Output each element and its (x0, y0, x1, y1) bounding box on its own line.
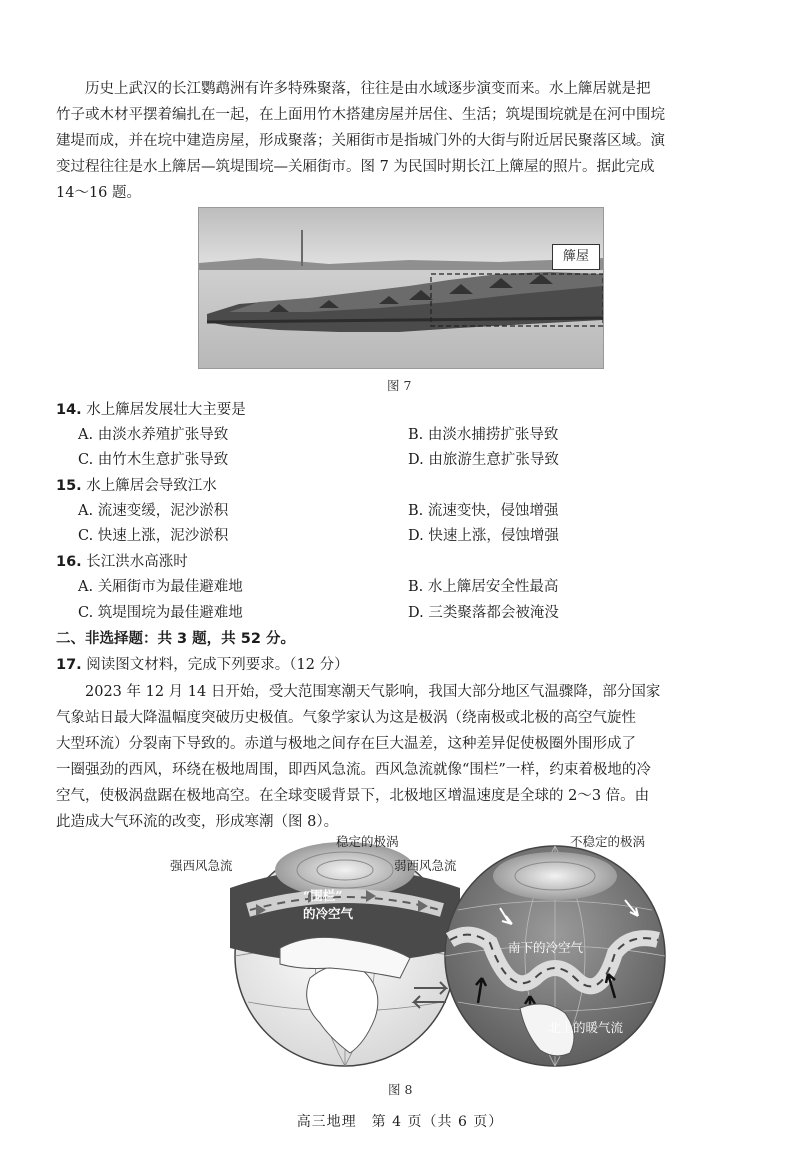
intro-line: 历史上武汉的长江鹦鹉洲有许多特殊聚落，往往是由水域逐步演变而来。水上簰居就是把 (85, 81, 651, 97)
intro-paragraph (56, 76, 756, 206)
question-17-stem (56, 653, 349, 677)
q17-material (56, 679, 756, 835)
intro-line: 建堤而成，并在垸中建造房屋，形成聚落；关厢街市是指城门外的大街与附近居民聚落区域。演 (56, 133, 665, 149)
option-d[interactable]: D. 由旅游生意扩张导致 (408, 452, 559, 468)
material-line: 2023 年 12 月 14 日开始，受大范围寒潮天气影响，我国大部分地区气温骤降，部分国家 (85, 684, 661, 700)
section-heading: 二、非选择题：共 3 题，共 52 分。 (56, 631, 295, 647)
intro-line: 竹子或木材平摆着编扎在一起，在上面用竹木搭建房屋并居住、生活；筑堤围垸就是在河中围垸 (56, 107, 665, 123)
question-number: 15. (56, 478, 82, 494)
question-text: 长江洪水高涨时 (86, 554, 188, 570)
question-number: 16. (56, 554, 82, 570)
option-b[interactable]: B. 流速变快，侵蚀增强 (408, 503, 559, 519)
raft-house-photo (198, 207, 604, 369)
cold-air-label: 的冷空气 (303, 906, 354, 921)
material-line: 大型环流）分裂南下导致的。赤道与极地之间存在巨大温差，这种差异促使极圈外围形成了 (56, 736, 636, 752)
option-a[interactable]: A. 流速变缓，泥沙淤积 (78, 503, 229, 519)
question-text: 水上簰居发展壮大主要是 (86, 402, 246, 418)
strong-jet-label: 强西风急流 (170, 858, 233, 873)
option-d[interactable]: D. 快速上涨，侵蚀增强 (408, 528, 559, 544)
question-text: 阅读图文材料，完成下列要求。（12 分） (86, 657, 349, 673)
question-number: 14. (56, 402, 82, 418)
question-number: 17. (56, 657, 82, 673)
question-text: 水上簰居会导致江水 (86, 478, 217, 494)
intro-line: 变过程往往是水上簰居—筑堤围垸—关厢街市。图 7 为民国时期长江上簰屋的照片。据此完成 (56, 159, 655, 175)
option-a[interactable]: A. 关厢街市为最佳避难地 (78, 579, 243, 595)
material-line: 气象站日最大降温幅度突破历史极值。气象学家认为这是极涡（绕南极或北极的高空气旋性 (56, 710, 636, 726)
question-16-stem (56, 550, 188, 574)
northward-warm-air-label: 北上的暖气流 (548, 1020, 624, 1035)
fence-label: “围栏” (303, 888, 343, 903)
question-15-stem (56, 474, 217, 498)
option-b[interactable]: B. 由淡水捕捞扩张导致 (408, 427, 559, 443)
figure7-caption: 图 7 (387, 378, 412, 393)
stable-vortex-label: 稳定的极涡 (336, 834, 399, 849)
material-line: 空气，使极涡盘踞在极地高空。在全球变暖背景下，北极地区增温速度是全球的 2～3 倍。由 (56, 788, 650, 804)
material-line: 一圈强劲的西风，环绕在极地周围，即西风急流。西风急流就像“围栏”一样，约束着极地的冷 (56, 762, 651, 778)
stable-vortex-globe (230, 842, 460, 1066)
figure8-caption: 图 8 (388, 1082, 413, 1097)
option-d[interactable]: D. 三类聚落都会被淹没 (408, 605, 559, 621)
weak-jet-label: 弱西风急流 (394, 858, 457, 873)
photo-drawing (199, 208, 603, 368)
raft-house-label: 簰屋 (552, 244, 600, 270)
option-b[interactable]: B. 水上簰居安全性最高 (408, 579, 559, 595)
option-c[interactable]: C. 快速上涨，泥沙淤积 (78, 528, 229, 544)
question-14-stem (56, 398, 246, 422)
option-c[interactable]: C. 由竹木生意扩张导致 (78, 452, 229, 468)
material-line: 此造成大气环流的改变，形成寒潮（图 8）。 (56, 814, 339, 830)
polar-vortex-figure (160, 828, 680, 1073)
southward-cold-air-label: 南下的冷空气 (508, 940, 584, 955)
unstable-vortex-label: 不稳定的极涡 (570, 834, 646, 849)
option-a[interactable]: A. 由淡水养殖扩张导致 (78, 427, 229, 443)
intro-line: 14～16 题。 (56, 185, 142, 201)
option-c[interactable]: C. 筑堤围垸为最佳避难地 (78, 605, 243, 621)
page-footer: 高三地理 第 4 页（共 6 页） (296, 1114, 504, 1130)
